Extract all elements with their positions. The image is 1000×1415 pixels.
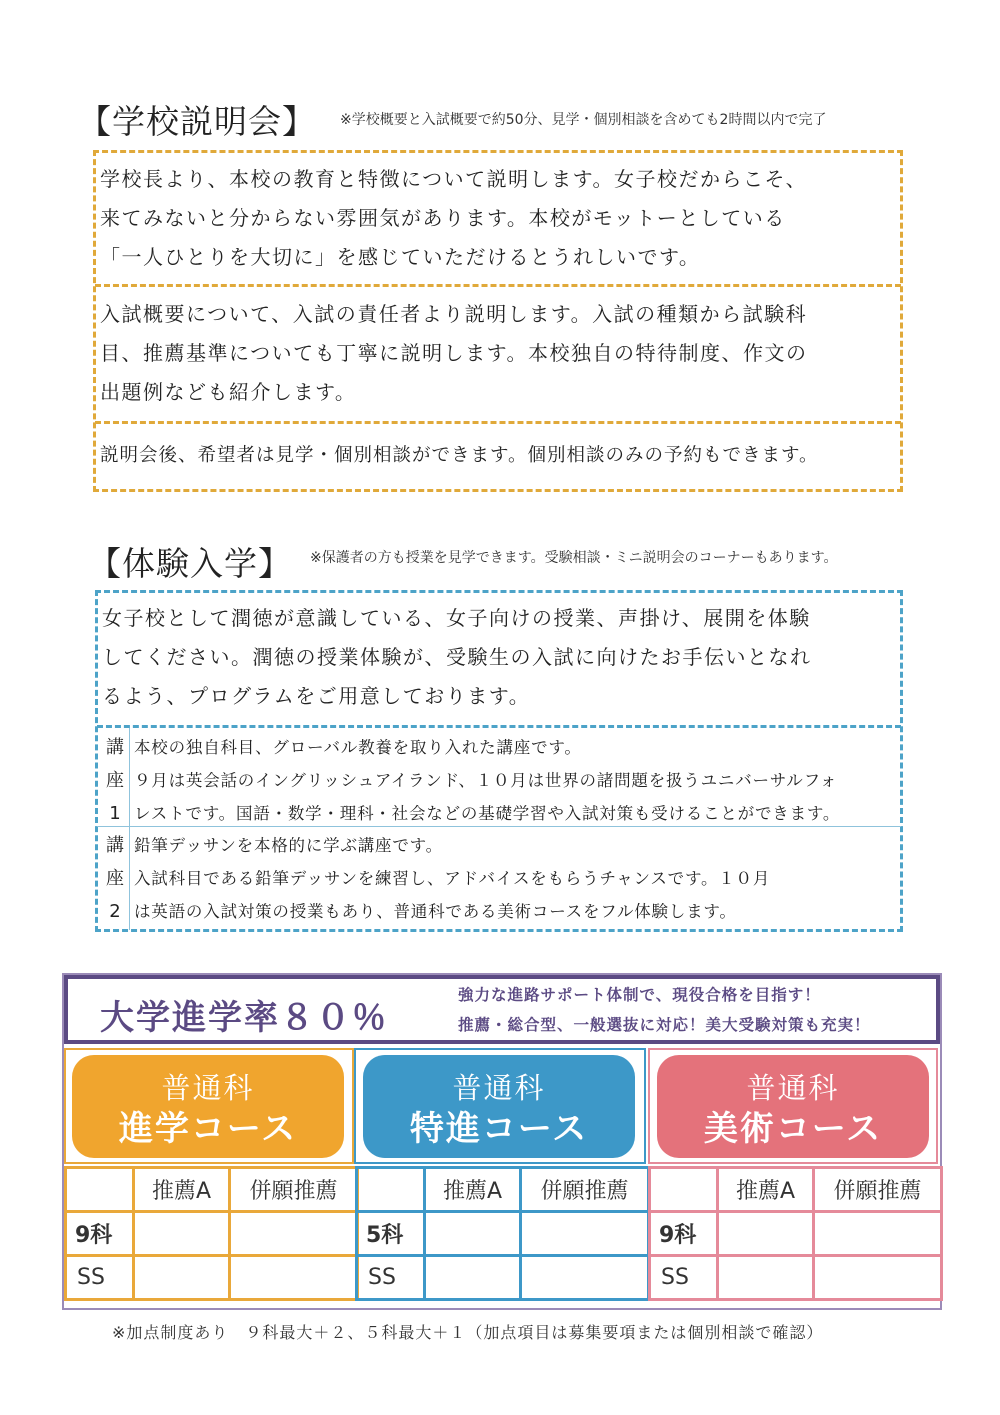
briefing-divider — [95, 421, 901, 424]
course-card-shingaku — [72, 1055, 344, 1158]
course-1-text: 本校の独自科目、グローバル教養を取り入れた講座です。 ９月は英会話のイングリッシュアイランド、１０月は世界の諸問題を扱うユニバーサルフォ レストです。国語・数学・理科・社会などの基礎学習や入試対策も受けることができます。 — [134, 738, 841, 823]
column-header: 併願推薦 — [814, 1168, 942, 1212]
course-name: 進学コース — [118, 1109, 298, 1149]
briefing-paragraph-1: 学校長より、本校の教育と特徴について説明します。女子校だからこそ、 来てみないと分からない雰囲気があります。本校がモットーとしている 「一人ひとりを大切に」を感じていただけるとうれしいです。 — [100, 167, 808, 269]
criteria-cell — [134, 1212, 230, 1256]
banner-line-2: 推薦・総合型、一般選抜に対応！美大受験対策も充実！ — [458, 1016, 871, 1034]
row-label: 9科 — [66, 1212, 134, 1256]
course-name: 特進コース — [409, 1109, 589, 1149]
criteria-corner — [357, 1168, 425, 1212]
criteria-cell — [425, 1256, 521, 1300]
row-label: SS — [357, 1256, 425, 1300]
course-2-text: 鉛筆デッサンを本格的に学ぶ講座です。 入試科目である鉛筆デッサンを練習し、アドバイスをもらうチャンスです。１０月 は英語の入試対策の授業もあり、普通科である美術コースをフル体験します。 — [134, 836, 771, 921]
row-label: SS — [66, 1256, 134, 1300]
course-dept: 普通科 — [746, 1071, 840, 1105]
trial-intro: 女子校として潤徳が意識している、女子向けの授業、声掛け、展開を体験 してください。潤徳の授業体験が、受験生の入試に向けたお手伝いとなれ るよう、プログラムをご用意しております。 — [102, 606, 812, 708]
criteria-corner — [650, 1168, 718, 1212]
criteria-cell — [521, 1256, 649, 1300]
course-card-tokushin — [363, 1055, 635, 1158]
row-label: SS — [650, 1256, 718, 1300]
course-name: 美術コース — [703, 1109, 883, 1149]
column-header: 推薦A — [425, 1168, 521, 1212]
university-rate-title: 大学進学率８０％ — [100, 998, 388, 1038]
banner-line-1: 強力な進路サポート体制で、現役合格を目指す！ — [458, 986, 821, 1004]
course-card-bijutsu — [657, 1055, 929, 1158]
briefing-title: 【学校説明会】 — [78, 102, 316, 141]
criteria-cell — [718, 1256, 814, 1300]
trial-divider — [97, 725, 901, 728]
criteria-cell — [814, 1212, 942, 1256]
criteria-cell — [230, 1212, 358, 1256]
briefing-note: ※学校概要と入試概要で約50分、見学・個別相談を含めても2時間以内で完了 — [340, 112, 827, 128]
row-label: 9科 — [650, 1212, 718, 1256]
briefing-paragraph-2: 入試概要について、入試の責任者より説明します。入試の種類から試験科 目、推薦基準についても丁寧に説明します。本校独自の特待制度、作文の 出題例なども紹介します。 — [100, 302, 808, 404]
criteria-table-bijutsu — [648, 1166, 943, 1301]
criteria-cell — [134, 1256, 230, 1300]
briefing-paragraph-3: 説明会後、希望者は見学・個別相談ができます。個別相談のみの予約もできます。 — [100, 445, 819, 466]
column-header: 推薦A — [134, 1168, 230, 1212]
column-header: 推薦A — [718, 1168, 814, 1212]
criteria-cell — [718, 1212, 814, 1256]
briefing-divider — [95, 284, 901, 287]
criteria-corner — [66, 1168, 134, 1212]
criteria-cell — [814, 1256, 942, 1300]
criteria-cell — [521, 1212, 649, 1256]
trial-note: ※保護者の方も授業を見学できます。受験相談・ミニ説明会のコーナーもあります。 — [310, 550, 838, 566]
column-header: 併願推薦 — [521, 1168, 649, 1212]
course-2-label: 講 座 2 — [106, 835, 124, 922]
bonus-points-footnote: ※加点制度あり ９科最大＋２、５科最大＋１（加点項目は募集要項または個別相談で確認） — [112, 1323, 824, 1342]
criteria-table-tokushin — [355, 1166, 650, 1301]
criteria-cell — [425, 1212, 521, 1256]
criteria-table-shingaku — [64, 1166, 359, 1301]
criteria-cell — [230, 1256, 358, 1300]
row-label: 5科 — [357, 1212, 425, 1256]
course-dept: 普通科 — [452, 1071, 546, 1105]
course-dept: 普通科 — [161, 1071, 255, 1105]
column-header: 併願推薦 — [230, 1168, 358, 1212]
trial-title: 【体験入学】 — [88, 544, 292, 583]
course-1-label: 講 座 1 — [106, 737, 124, 824]
